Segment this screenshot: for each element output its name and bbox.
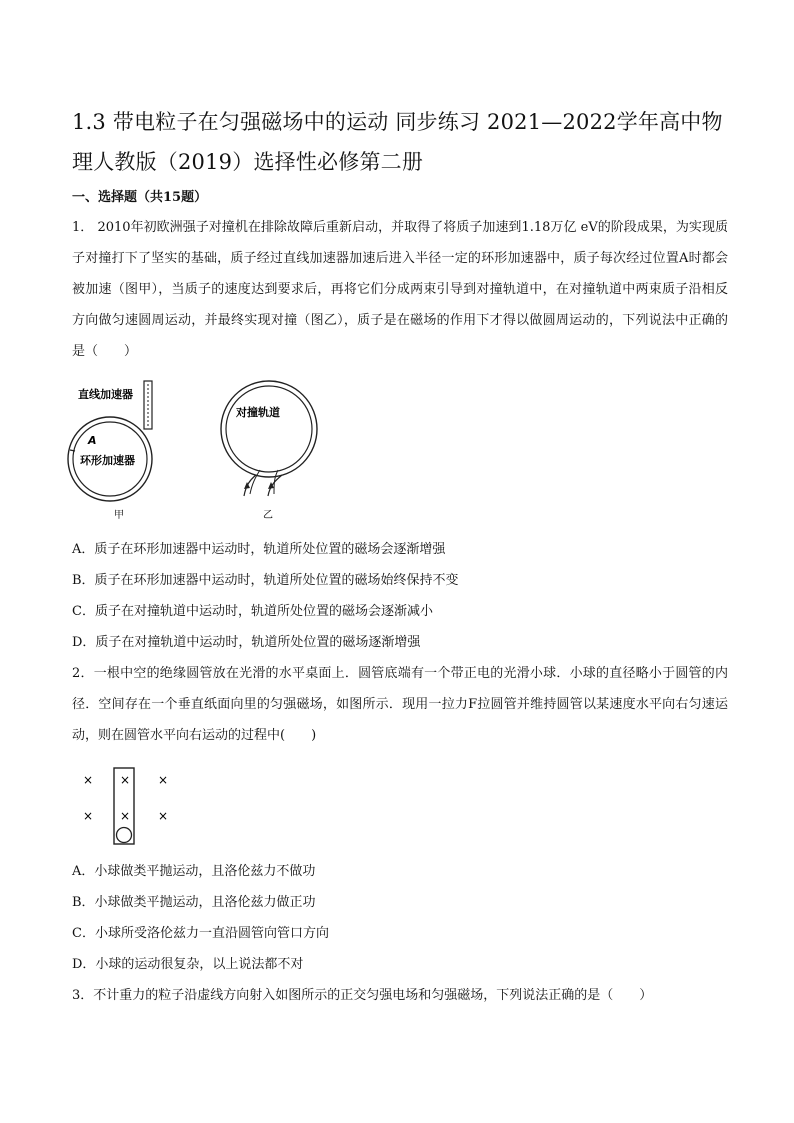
section-heading: 一、选择题（共15题） <box>72 190 208 205</box>
question-2-option-b: B．小球做类平抛运动，且洛伦兹力做正功 <box>72 895 316 910</box>
beam-line-right-inner <box>274 470 278 494</box>
page-title: 1.3 带电粒子在匀强磁场中的运动 同步练习 2021—2022学年高中物理人教版（2019）选择性必修第二册 <box>72 110 723 174</box>
question-3-stem: 3．不计重力的粒子沿虚线方向射入如图所示的正交匀强电场和匀强磁场，下列说法正确的是（ ） <box>72 988 653 1003</box>
linear-accelerator-label: 直线加速器 <box>78 388 133 401</box>
field-mark: × <box>120 809 131 823</box>
field-mark: × <box>158 773 169 787</box>
question-1-option-b: B．质子在环形加速器中运动时，轨道所处位置的磁场始终保持不变 <box>72 573 459 588</box>
field-mark: × <box>83 809 94 823</box>
point-a-label: A <box>88 434 97 447</box>
question-1-option-c: C．质子在对撞轨道中运动时，轨道所处位置的磁场会逐渐减小 <box>72 604 433 619</box>
ring-accelerator-diagram <box>68 381 152 521</box>
collider-track-label: 对撞轨道 <box>236 406 280 419</box>
question-2-option-d: D．小球的运动很复杂，以上说法都不对 <box>72 957 304 972</box>
figure-caption-jia: 甲 <box>114 510 124 521</box>
question-2-stem: 2．一根中空的绝缘圆管放在光滑的水平桌面上．圆管底端有一个带正电的光滑小球．小球的直径略小于圆管的内径．空间存在一个垂直纸面向里的匀强磁场，如图所示．现用一拉力F拉圆管并维持圆管以某速度水平向右匀速运动，则在圆管水平向右运动的过程中( ) <box>72 666 728 743</box>
question-2-figure <box>76 762 186 848</box>
field-mark: × <box>120 773 131 787</box>
question-2-option-c: C．小球所受洛伦兹力一直沿圆管向管口方向 <box>72 926 329 941</box>
question-1-option-d: D．质子在对撞轨道中运动时，轨道所处位置的磁场逐渐增强 <box>72 635 421 650</box>
collider-ring-outer <box>221 381 317 477</box>
question-1-option-a: A．质子在环形加速器中运动时，轨道所处位置的磁场会逐渐增强 <box>72 542 446 557</box>
ring-accelerator-label: 环形加速器 <box>80 454 135 467</box>
collider-ring-inner <box>226 386 312 472</box>
field-mark: × <box>83 773 94 787</box>
question-1-stem: 1． 2010年初欧洲强子对撞机在排除故障后重新启动，并取得了将质子加速到1.18万亿 eV的阶段成果，为实现质子对撞打下了坚实的基础，质子经过直线加速器加速后进入半径一定的环形加速器中，质子每次经过位置A时都会被加速（图甲），当质子的速度达到要求后，再将它们分成两束引导到对撞轨道中，在对撞轨道中两束质子沿相反方向做匀速圆周运动，并最终实现对撞（图乙），质子是在磁场的作用下才得以做圆周运动的，下列说法中正确的是（ ） <box>72 220 728 359</box>
collider-track-diagram <box>221 381 317 521</box>
point-a-marker <box>70 450 75 451</box>
field-mark: × <box>158 809 169 823</box>
question-2-option-a: A．小球做类平抛运动，且洛伦兹力不做功 <box>72 864 316 879</box>
question-1-figure <box>60 372 390 530</box>
figure-caption-yi: 乙 <box>263 510 273 521</box>
charged-ball <box>117 828 132 843</box>
